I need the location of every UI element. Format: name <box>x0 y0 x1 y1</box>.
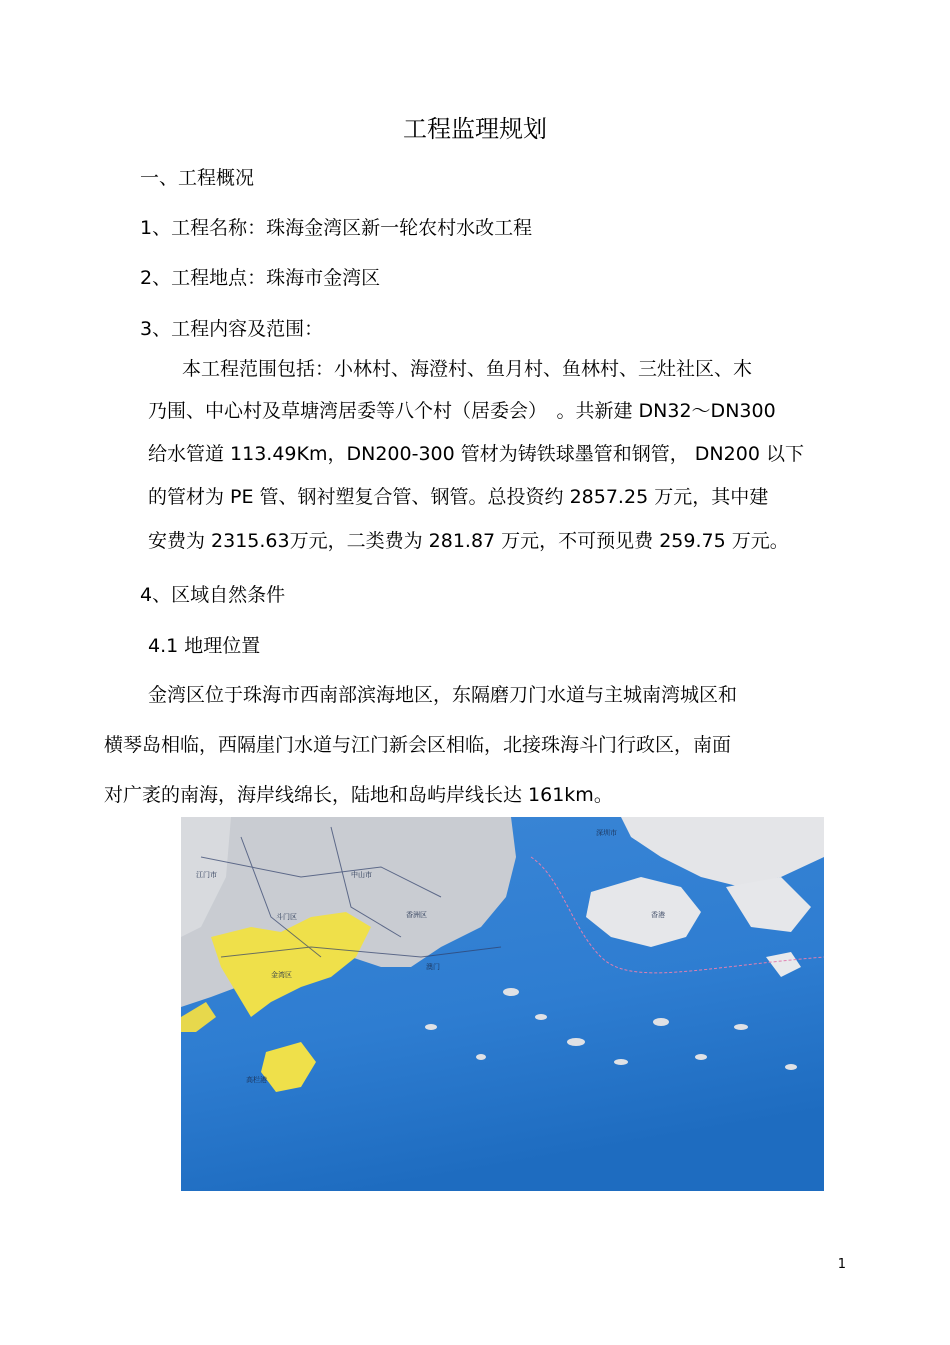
scope-paragraph-line: 安费为 2315.63万元，二类费为 281.87 万元，不可预见费 259.75 万元。 <box>148 530 789 552</box>
geo-paragraph-line: 横琴岛相临，西隔崖门水道与江门新会区相临，北接珠海斗门行政区，南面 <box>104 734 732 756</box>
geo-paragraph-line: 对广袤的南海，海岸线绵长，陆地和岛屿岸线长达 161km。 <box>104 784 613 806</box>
scope-paragraph-line: 乃围、中心村及草塘湾居委等八个村（居委会） 。共新建 DN32～DN300 <box>148 400 776 422</box>
scope-paragraph-line: 本工程范围包括：小林村、海澄村、鱼月村、鱼林村、三灶社区、木 <box>182 358 753 380</box>
geo-paragraph-line: 金湾区位于珠海市西南部滨海地区，东隔磨刀门水道与主城南湾城区和 <box>148 684 738 706</box>
project-location-line: 2、工程地点：珠海市金湾区 <box>140 267 381 289</box>
label-xianggang: 香港 <box>651 911 665 919</box>
project-name-line: 1、工程名称：珠海金湾区新一轮农村水改工程 <box>140 217 533 239</box>
label-jinwan: 金湾区 <box>271 971 292 979</box>
label-xiangzhou: 香洲区 <box>406 911 427 919</box>
natural-conditions-heading: 4、区域自然条件 <box>140 584 286 606</box>
label-aomen: 澳门 <box>426 963 440 971</box>
page-title: 工程监理规划 <box>403 115 547 143</box>
label-doumen: 斗门区 <box>276 913 297 921</box>
location-subheading: 4.1 地理位置 <box>148 635 261 657</box>
section-heading-overview: 一、工程概况 <box>140 167 255 189</box>
region-map-image <box>181 817 824 1191</box>
label-shenzhen: 深圳市 <box>596 829 617 837</box>
scope-paragraph-line: 的管材为 PE 管、钢衬塑复合管、钢管。总投资约 2857.25 万元，其中建 <box>148 486 769 508</box>
label-jiangmen: 江门市 <box>196 871 217 879</box>
page-number: 1 <box>837 1257 846 1272</box>
label-zhongshan: 中山市 <box>351 871 372 879</box>
label-gaolan: 高栏港 <box>246 1076 267 1084</box>
scope-paragraph-line: 给水管道 113.49Km，DN200-300 管材为铸铁球墨管和钢管， DN200 以下 <box>148 443 804 465</box>
project-scope-heading: 3、工程内容及范围： <box>140 318 324 340</box>
